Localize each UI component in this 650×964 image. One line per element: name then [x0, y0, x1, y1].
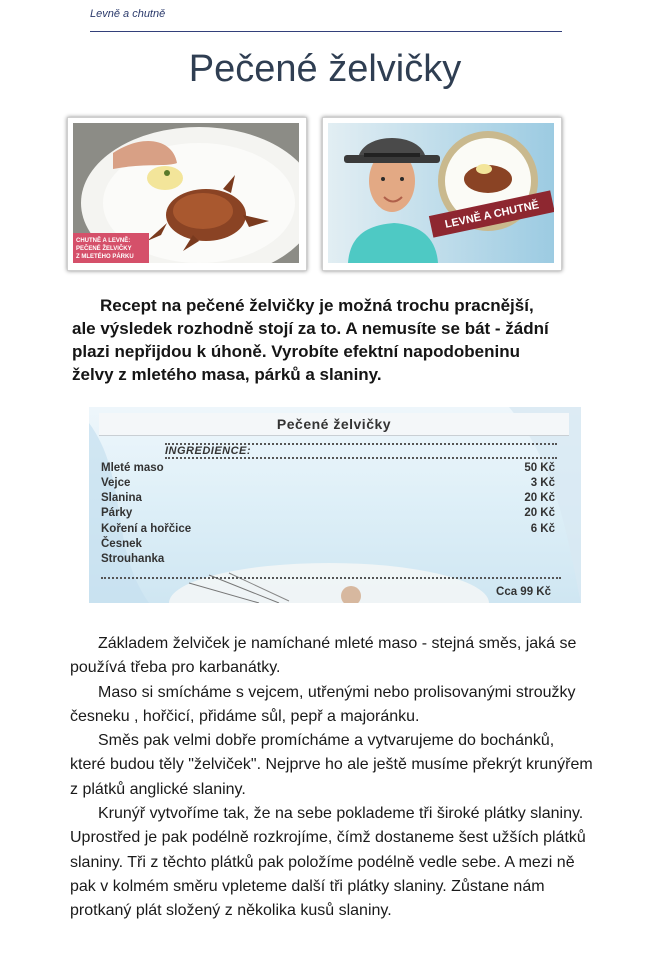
dish-caption-line: Z MLETÉHO PÁRKU [76, 254, 134, 260]
ingredient-name: Párky [101, 507, 133, 519]
page-title: Pečené želvičky [188, 48, 462, 90]
body-line: česneku , hořčicí, přidáme sůl, pepř a majoránku. [70, 707, 420, 725]
running-header: Levně a chutně [90, 8, 166, 20]
ingredient-price: 6 Kč [530, 523, 555, 535]
ingredient-price: 50 Kč [524, 462, 555, 474]
card-dotted-rule [101, 577, 561, 579]
ingredient-name: Vejce [101, 477, 131, 489]
body-line: z plátků anglické slaniny. [70, 780, 246, 798]
body-paragraph [70, 632, 620, 681]
body-line: pak v kolmém směru vpleteme další tři plátky slaniny. Zůstane nám [70, 877, 545, 895]
card-background-art [89, 407, 581, 603]
body-paragraph [70, 802, 620, 923]
card-dotted-rule [165, 457, 557, 459]
intro-line: želvy z mletého masa, párků a slaniny. [72, 365, 382, 384]
body-line: které budou těly "želviček". Nejprve ho ale ještě musíme překrýt krunýřem [70, 756, 593, 774]
total-price: Cca 99 Kč [496, 586, 551, 598]
badge-text: LEVNĚ A CHUTNĚ [443, 199, 541, 231]
dish-photo-illustration [73, 123, 299, 263]
body-line: protkaný plát složený z několika kusů slaniny. [70, 902, 392, 920]
ingredient-card [89, 407, 581, 603]
dish-photo [67, 117, 307, 271]
body-paragraph [70, 729, 620, 802]
ingredients-heading: INGREDIENCE: [165, 445, 252, 457]
body-line: Krunýř vytvoříme tak, že na sebe poklademe tři široké plátky slaniny. [98, 805, 584, 823]
ingredient-price: 3 Kč [530, 477, 555, 489]
ingredient-price: 20 Kč [524, 507, 555, 519]
ingredient-name: Strouhanka [101, 553, 165, 565]
ingredient-name: Mleté maso [101, 462, 164, 474]
body-line: Uprostřed je pak podélně rozkrojíme, čímž dostaneme šest užších plátků [70, 829, 586, 847]
header-rule [90, 31, 562, 32]
card-title: Pečené želvičky [99, 413, 569, 436]
intro-line: plazi nepřijdou k úhoně. Vyrobíte efektní napodobeninu [72, 342, 521, 361]
body-line: Směs pak velmi dobře promícháme a vytvarujeme do bochánků, [98, 732, 555, 750]
intro-line: Recept na pečené želvičky je možná trochu pracnější, [100, 296, 534, 315]
intro-paragraph [72, 294, 592, 386]
body-line: Základem želviček je namíchané mleté maso - stejná směs, jaká se [98, 635, 577, 652]
intro-line: ale výsledek rozhodně stojí za to. A nemusíte se bát - žádní [72, 319, 549, 338]
body-line: slaniny. Tři z těchto plátků pak položíme podélně vedle sebe. A mezi ně [70, 853, 575, 871]
ingredient-name: Česnek [101, 538, 142, 550]
body-paragraph [70, 681, 620, 730]
ingredient-name: Slanina [101, 492, 142, 504]
dish-caption-line: PEČENÉ ŽELVIČKY [76, 246, 132, 252]
ingredient-price: 20 Kč [524, 492, 555, 504]
body-line: používá třeba pro karbanátky. [70, 659, 281, 677]
ingredient-name: Koření a hořčice [101, 523, 192, 535]
chef-photo [322, 117, 562, 271]
body-line: Maso si smícháme s vejcem, utřenými nebo prolisovanými stroužky [98, 683, 576, 701]
chef-photo-illustration [328, 123, 554, 263]
recipe-body [70, 632, 620, 924]
dish-caption-line: CHUTNĚ A LEVNĚ: [76, 238, 131, 244]
